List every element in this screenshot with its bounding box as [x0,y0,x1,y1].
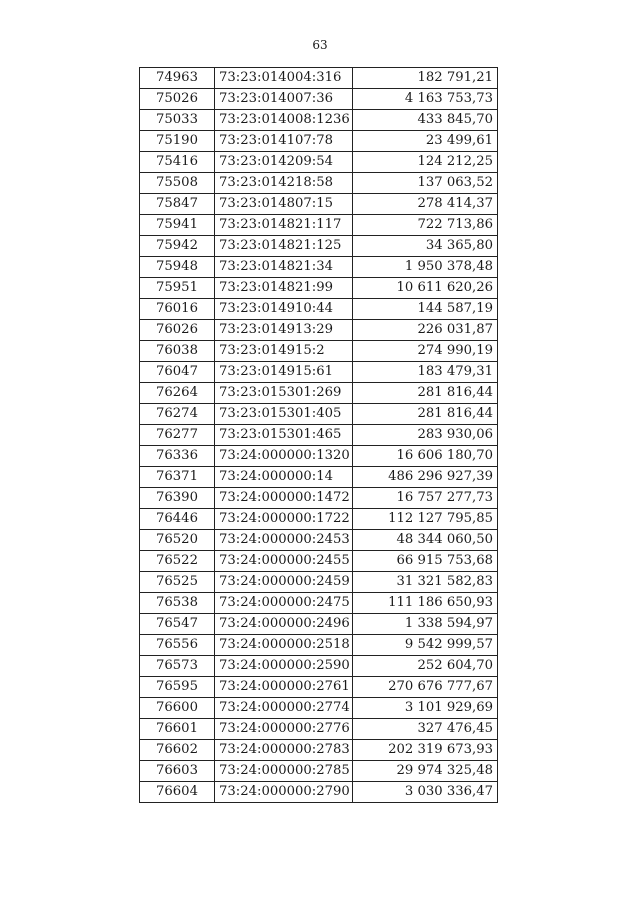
table-row [140,257,498,278]
cadastral-value-cell: 182 791,21 [353,68,498,89]
row-id-cell: 76573 [140,656,215,677]
cadastral-value-cell: 722 713,86 [353,215,498,236]
row-id-cell: 75190 [140,131,215,152]
row-id-cell: 75948 [140,257,215,278]
cadastral-number-cell: 73:23:014807:15 [215,194,353,215]
cadastral-number-cell: 73:24:000000:2783 [215,740,353,761]
table-row [140,404,498,425]
cadastral-number-cell: 73:23:014821:34 [215,257,353,278]
row-id-cell: 76601 [140,719,215,740]
cadastral-value-cell: 3 030 336,47 [353,782,498,803]
row-id-cell: 76047 [140,362,215,383]
row-id-cell: 76522 [140,551,215,572]
cadastral-number-cell: 73:23:015301:465 [215,425,353,446]
cadastral-value-cell: 274 990,19 [353,341,498,362]
table-row [140,68,498,89]
cadastral-number-cell: 73:23:014915:61 [215,362,353,383]
row-id-cell: 76538 [140,593,215,614]
row-id-cell: 76446 [140,509,215,530]
cadastral-value-cell: 31 321 582,83 [353,572,498,593]
cadastral-number-cell: 73:23:015301:269 [215,383,353,404]
cadastral-value-cell: 34 365,80 [353,236,498,257]
table-row [140,173,498,194]
cadastral-value-cell: 3 101 929,69 [353,698,498,719]
table-row [140,740,498,761]
table-row [140,362,498,383]
cadastral-value-cell: 124 212,25 [353,152,498,173]
row-id-cell: 76371 [140,467,215,488]
table-row [140,572,498,593]
row-id-cell: 75847 [140,194,215,215]
cadastral-value-cell: 278 414,37 [353,194,498,215]
cadastral-number-cell: 73:23:014218:58 [215,173,353,194]
table-row [140,215,498,236]
row-id-cell: 74963 [140,68,215,89]
table-row [140,131,498,152]
cadastral-number-cell: 73:23:015301:405 [215,404,353,425]
row-id-cell: 76520 [140,530,215,551]
cadastral-value-cell: 327 476,45 [353,719,498,740]
table-row [140,614,498,635]
cadastral-number-cell: 73:24:000000:2776 [215,719,353,740]
row-id-cell: 76038 [140,341,215,362]
table-row [140,761,498,782]
row-id-cell: 75416 [140,152,215,173]
cadastral-value-cell: 112 127 795,85 [353,509,498,530]
row-id-cell: 76595 [140,677,215,698]
cadastral-number-cell: 73:23:014910:44 [215,299,353,320]
row-id-cell: 76604 [140,782,215,803]
cadastral-value-cell: 16 606 180,70 [353,446,498,467]
table-row [140,782,498,803]
cadastral-value-cell: 281 816,44 [353,404,498,425]
cadastral-number-cell: 73:24:000000:1722 [215,509,353,530]
table-row [140,551,498,572]
cadastral-value-cell: 270 676 777,67 [353,677,498,698]
cadastral-value-cell: 9 542 999,57 [353,635,498,656]
row-id-cell: 76390 [140,488,215,509]
row-id-cell: 76600 [140,698,215,719]
table-row [140,194,498,215]
row-id-cell: 75026 [140,89,215,110]
table-row [140,698,498,719]
row-id-cell: 76016 [140,299,215,320]
cadastral-value-cell: 1 950 378,48 [353,257,498,278]
cadastral-value-cell: 29 974 325,48 [353,761,498,782]
cadastral-number-cell: 73:24:000000:1472 [215,488,353,509]
row-id-cell: 76525 [140,572,215,593]
cadastral-number-cell: 73:23:014209:54 [215,152,353,173]
row-id-cell: 76336 [140,446,215,467]
table-row [140,341,498,362]
row-id-cell: 76603 [140,761,215,782]
cadastral-value-cell: 48 344 060,50 [353,530,498,551]
cadastral-number-cell: 73:24:000000:2496 [215,614,353,635]
table-row [140,488,498,509]
cadastral-number-cell: 73:24:000000:2774 [215,698,353,719]
table-row [140,593,498,614]
cadastral-number-cell: 73:24:000000:2475 [215,593,353,614]
cadastral-value-cell: 137 063,52 [353,173,498,194]
cadastral-number-cell: 73:23:014915:2 [215,341,353,362]
cadastral-value-cell: 486 296 927,39 [353,467,498,488]
cadastral-value-cell: 283 930,06 [353,425,498,446]
table-row [140,635,498,656]
cadastral-value-cell: 111 186 650,93 [353,593,498,614]
page-number: 63 [312,38,328,52]
row-id-cell: 76264 [140,383,215,404]
table-row [140,656,498,677]
row-id-cell: 75508 [140,173,215,194]
table-row [140,89,498,110]
row-id-cell: 76547 [140,614,215,635]
table-row [140,677,498,698]
row-id-cell: 76277 [140,425,215,446]
cadastral-number-cell: 73:23:014821:117 [215,215,353,236]
cadastral-number-cell: 73:23:014008:1236 [215,110,353,131]
cadastral-value-cell: 66 915 753,68 [353,551,498,572]
cadastral-value-cell: 144 587,19 [353,299,498,320]
cadastral-number-cell: 73:24:000000:2785 [215,761,353,782]
table-row [140,320,498,341]
cadastral-value-cell: 4 163 753,73 [353,89,498,110]
table-row [140,383,498,404]
cadastral-number-cell: 73:24:000000:2453 [215,530,353,551]
cadastral-number-cell: 73:24:000000:2455 [215,551,353,572]
cadastral-value-cell: 16 757 277,73 [353,488,498,509]
table-row [140,530,498,551]
cadastral-number-cell: 73:24:000000:2790 [215,782,353,803]
row-id-cell: 75033 [140,110,215,131]
table-row [140,110,498,131]
cadastral-number-cell: 73:23:014821:125 [215,236,353,257]
cadastral-value-cell: 1 338 594,97 [353,614,498,635]
cadastral-number-cell: 73:23:014004:316 [215,68,353,89]
cadastral-value-cell: 252 604,70 [353,656,498,677]
cadastral-number-cell: 73:24:000000:14 [215,467,353,488]
table-row [140,446,498,467]
cadastral-value-cell: 10 611 620,26 [353,278,498,299]
cadastral-value-cell: 23 499,61 [353,131,498,152]
cadastral-number-cell: 73:23:014821:99 [215,278,353,299]
table-row [140,278,498,299]
cadastral-number-cell: 73:23:014107:78 [215,131,353,152]
cadastral-value-cell: 433 845,70 [353,110,498,131]
table-row [140,509,498,530]
table-row [140,719,498,740]
row-id-cell: 76602 [140,740,215,761]
row-id-cell: 76274 [140,404,215,425]
cadastral-number-cell: 73:23:014007:36 [215,89,353,110]
table-row [140,299,498,320]
cadastral-value-cell: 202 319 673,93 [353,740,498,761]
cadastral-number-cell: 73:24:000000:2590 [215,656,353,677]
row-id-cell: 75941 [140,215,215,236]
cadastral-value-cell: 183 479,31 [353,362,498,383]
row-id-cell: 76026 [140,320,215,341]
row-id-cell: 75951 [140,278,215,299]
cadastral-value-cell: 281 816,44 [353,383,498,404]
row-id-cell: 75942 [140,236,215,257]
table-body [140,68,498,803]
cadastral-number-cell: 73:24:000000:2518 [215,635,353,656]
cadastral-number-cell: 73:24:000000:2459 [215,572,353,593]
cadastral-number-cell: 73:24:000000:2761 [215,677,353,698]
row-id-cell: 76556 [140,635,215,656]
table-row [140,425,498,446]
table-row [140,467,498,488]
cadastral-number-cell: 73:24:000000:1320 [215,446,353,467]
table-row [140,152,498,173]
cadastral-value-cell: 226 031,87 [353,320,498,341]
cadastral-value-table [139,67,498,803]
cadastral-number-cell: 73:23:014913:29 [215,320,353,341]
table-row [140,236,498,257]
